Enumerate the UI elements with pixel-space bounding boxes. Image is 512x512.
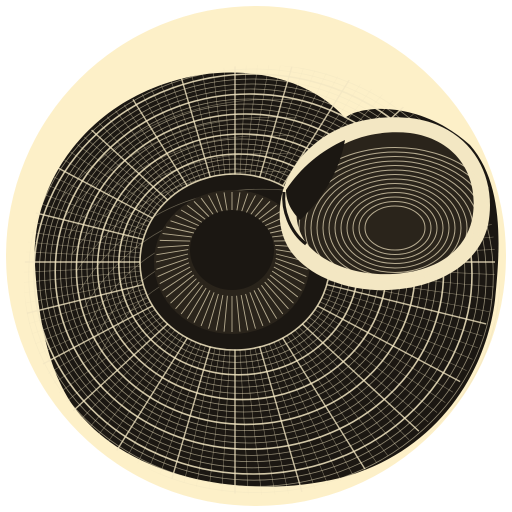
umbilicus-hole <box>190 210 274 290</box>
